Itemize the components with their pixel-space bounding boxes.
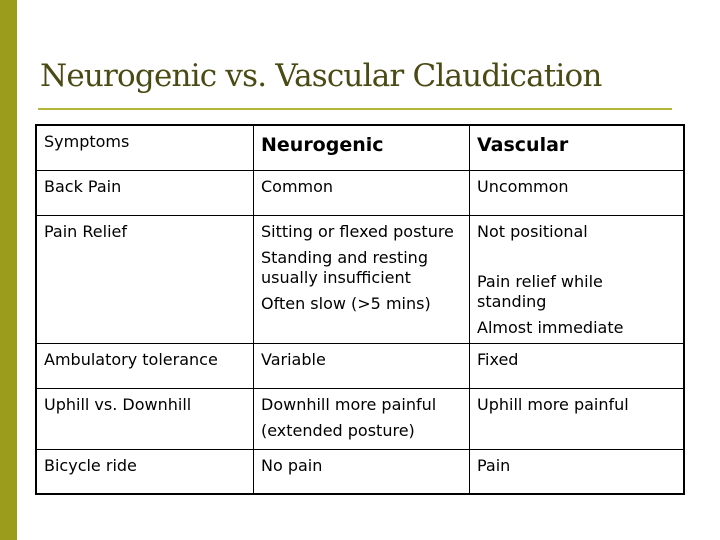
cell-text: Not positional <box>477 221 588 241</box>
row-label: Ambulatory tolerance <box>36 343 254 388</box>
table-row <box>36 170 684 215</box>
header-neurogenic: Neurogenic <box>254 125 470 170</box>
accent-bar <box>0 0 17 540</box>
vascular-cell <box>470 215 685 343</box>
cell-text: Pain relief while standing <box>477 271 603 311</box>
cell-text: Sitting or flexed posture <box>261 221 454 241</box>
cell-text: Uphill more painful <box>477 394 629 414</box>
neurogenic-cell <box>254 170 470 215</box>
cell-text: Downhill more painful <box>261 394 437 414</box>
table-row <box>36 343 684 388</box>
neurogenic-cell <box>254 388 470 449</box>
table-row <box>36 215 684 343</box>
cell-text: No pain <box>261 455 323 475</box>
vascular-cell <box>470 388 685 449</box>
cell-text: Uncommon <box>477 176 569 196</box>
row-label: Uphill vs. Downhill <box>36 388 254 449</box>
cell-text: Often slow (>5 mins) <box>261 293 431 313</box>
neurogenic-cell <box>254 215 470 343</box>
page-title: Neurogenic vs. Vascular Claudication <box>40 58 602 94</box>
neurogenic-cell <box>254 343 470 388</box>
cell-text: Pain <box>477 455 511 475</box>
cell-text: Fixed <box>477 349 519 369</box>
cell-text: Standing and resting usually insufficient <box>261 247 428 287</box>
vascular-cell <box>470 170 685 215</box>
cell-text: (extended posture) <box>261 420 415 440</box>
cell-text: Variable <box>261 349 326 369</box>
title-divider <box>38 108 672 110</box>
table-header-row <box>36 125 684 170</box>
row-label: Back Pain <box>36 170 254 215</box>
header-symptoms: Symptoms <box>36 125 254 170</box>
row-label: Bicycle ride <box>36 449 254 494</box>
cell-text: Almost immediate <box>477 317 624 337</box>
table-row <box>36 388 684 449</box>
neurogenic-cell <box>254 449 470 494</box>
header-vascular: Vascular <box>470 125 685 170</box>
table-row <box>36 449 684 494</box>
cell-text: Common <box>261 176 334 196</box>
row-label: Pain Relief <box>36 215 254 343</box>
vascular-cell <box>470 343 685 388</box>
comparison-table <box>35 124 685 495</box>
vascular-cell <box>470 449 685 494</box>
